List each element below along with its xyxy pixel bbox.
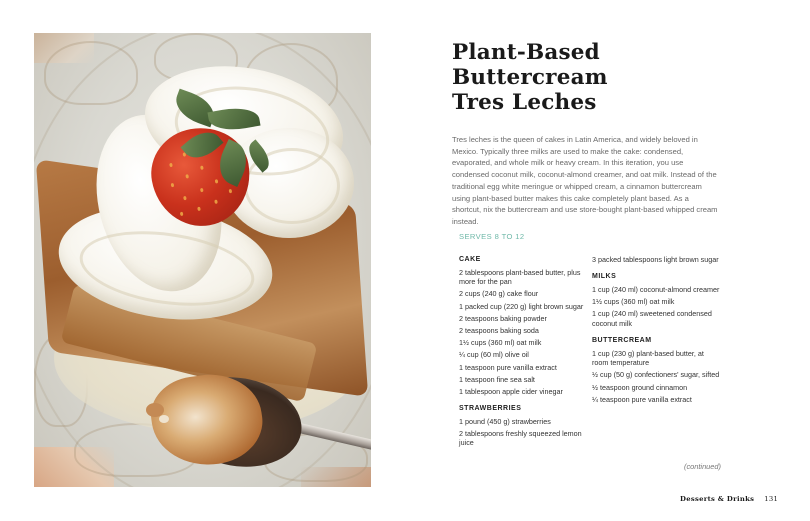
section-heading-cake: CAKE [459,256,481,263]
ingredients-column-right [592,255,720,407]
ingredient-item: 2 cups (240 g) cake flour [459,289,539,299]
title-line: Plant-Based [452,40,600,65]
ingredient-item: 1 packed cup (220 g) light brown sugar [459,301,584,311]
plate-ornament [44,41,138,105]
ingredient-item: 1 cup (240 ml) coconut-almond creamer [592,284,720,294]
recipe-intro: Tres leches is the queen of cakes in Latin America, and widely beloved in Mexico. Typically three milks are used to make the cake: condensed, evaporated, and whole milk or heavy cream. In this iteration, you use condensed coconut milk, coconut-almond creamer, and oat milk. Instead of the traditional egg white meringue or whipped cream, a cinnamon buttercream using plant-based butter makes this cake completely plant based. As a shortcut, nix the buttercream and use store-bought plant-based whipped cream instead. [452,135,718,226]
page-footer [680,495,778,503]
recipe-photo [34,33,371,487]
ingredient-item: 2 teaspoons baking powder [459,313,547,323]
ingredient-item: ½ teaspoon ground cinnamon [592,382,688,392]
continued-note: (continued) [684,462,721,471]
footer-section-title: Desserts & Drinks [680,495,755,503]
cake-crumb [159,415,169,423]
recipe-title [452,40,772,115]
section-heading-strawberries: STRAWBERRIES [459,405,522,413]
ingredient-item: 1 teaspoon pure vanilla extract [459,362,557,372]
title-line: Buttercream [452,65,608,90]
ingredient-item: 1 pound (450 g) strawberries [459,416,551,426]
section-heading-buttercream: BUTTERCREAM [592,336,652,344]
ingredient-item: 2 teaspoons baking soda [459,325,539,335]
ingredient-item: ¼ teaspoon pure vanilla extract [592,394,692,404]
title-line: Tres Leches [452,90,597,115]
ingredient-item: 2 tablespoons plant-based butter, plus more for the pan [459,267,581,287]
section-heading-milks: MILKS [592,273,617,281]
ingredient-item: 1½ cups (360 ml) oat milk [592,296,675,306]
serves-label: SERVES 8 TO 12 [459,232,525,241]
ingredient-item: 2 tablespoons freshly squeezed lemon juice [459,428,582,448]
ingredient-item: 3 packed tablespoons light brown sugar [592,255,719,264]
ingredient-item: 1 cup (240 ml) sweetened condensed coconut milk [592,309,712,328]
ingredient-item: 1 teaspoon fine sea salt [459,374,535,384]
ingredient-item: 1 cup (230 g) plant-based butter, at room temperature [592,348,704,368]
ingredient-item: 1½ cups (360 ml) oat milk [459,338,542,348]
ingredient-item: ¼ cup (60 ml) olive oil [459,350,529,360]
ingredient-item: ½ cup (50 g) confectioners' sugar, sifted [592,370,720,380]
ingredient-item: 1 tablespoon apple cider vinegar [459,386,563,396]
ingredients-column-left [459,255,587,451]
page-number: 131 [764,495,779,503]
